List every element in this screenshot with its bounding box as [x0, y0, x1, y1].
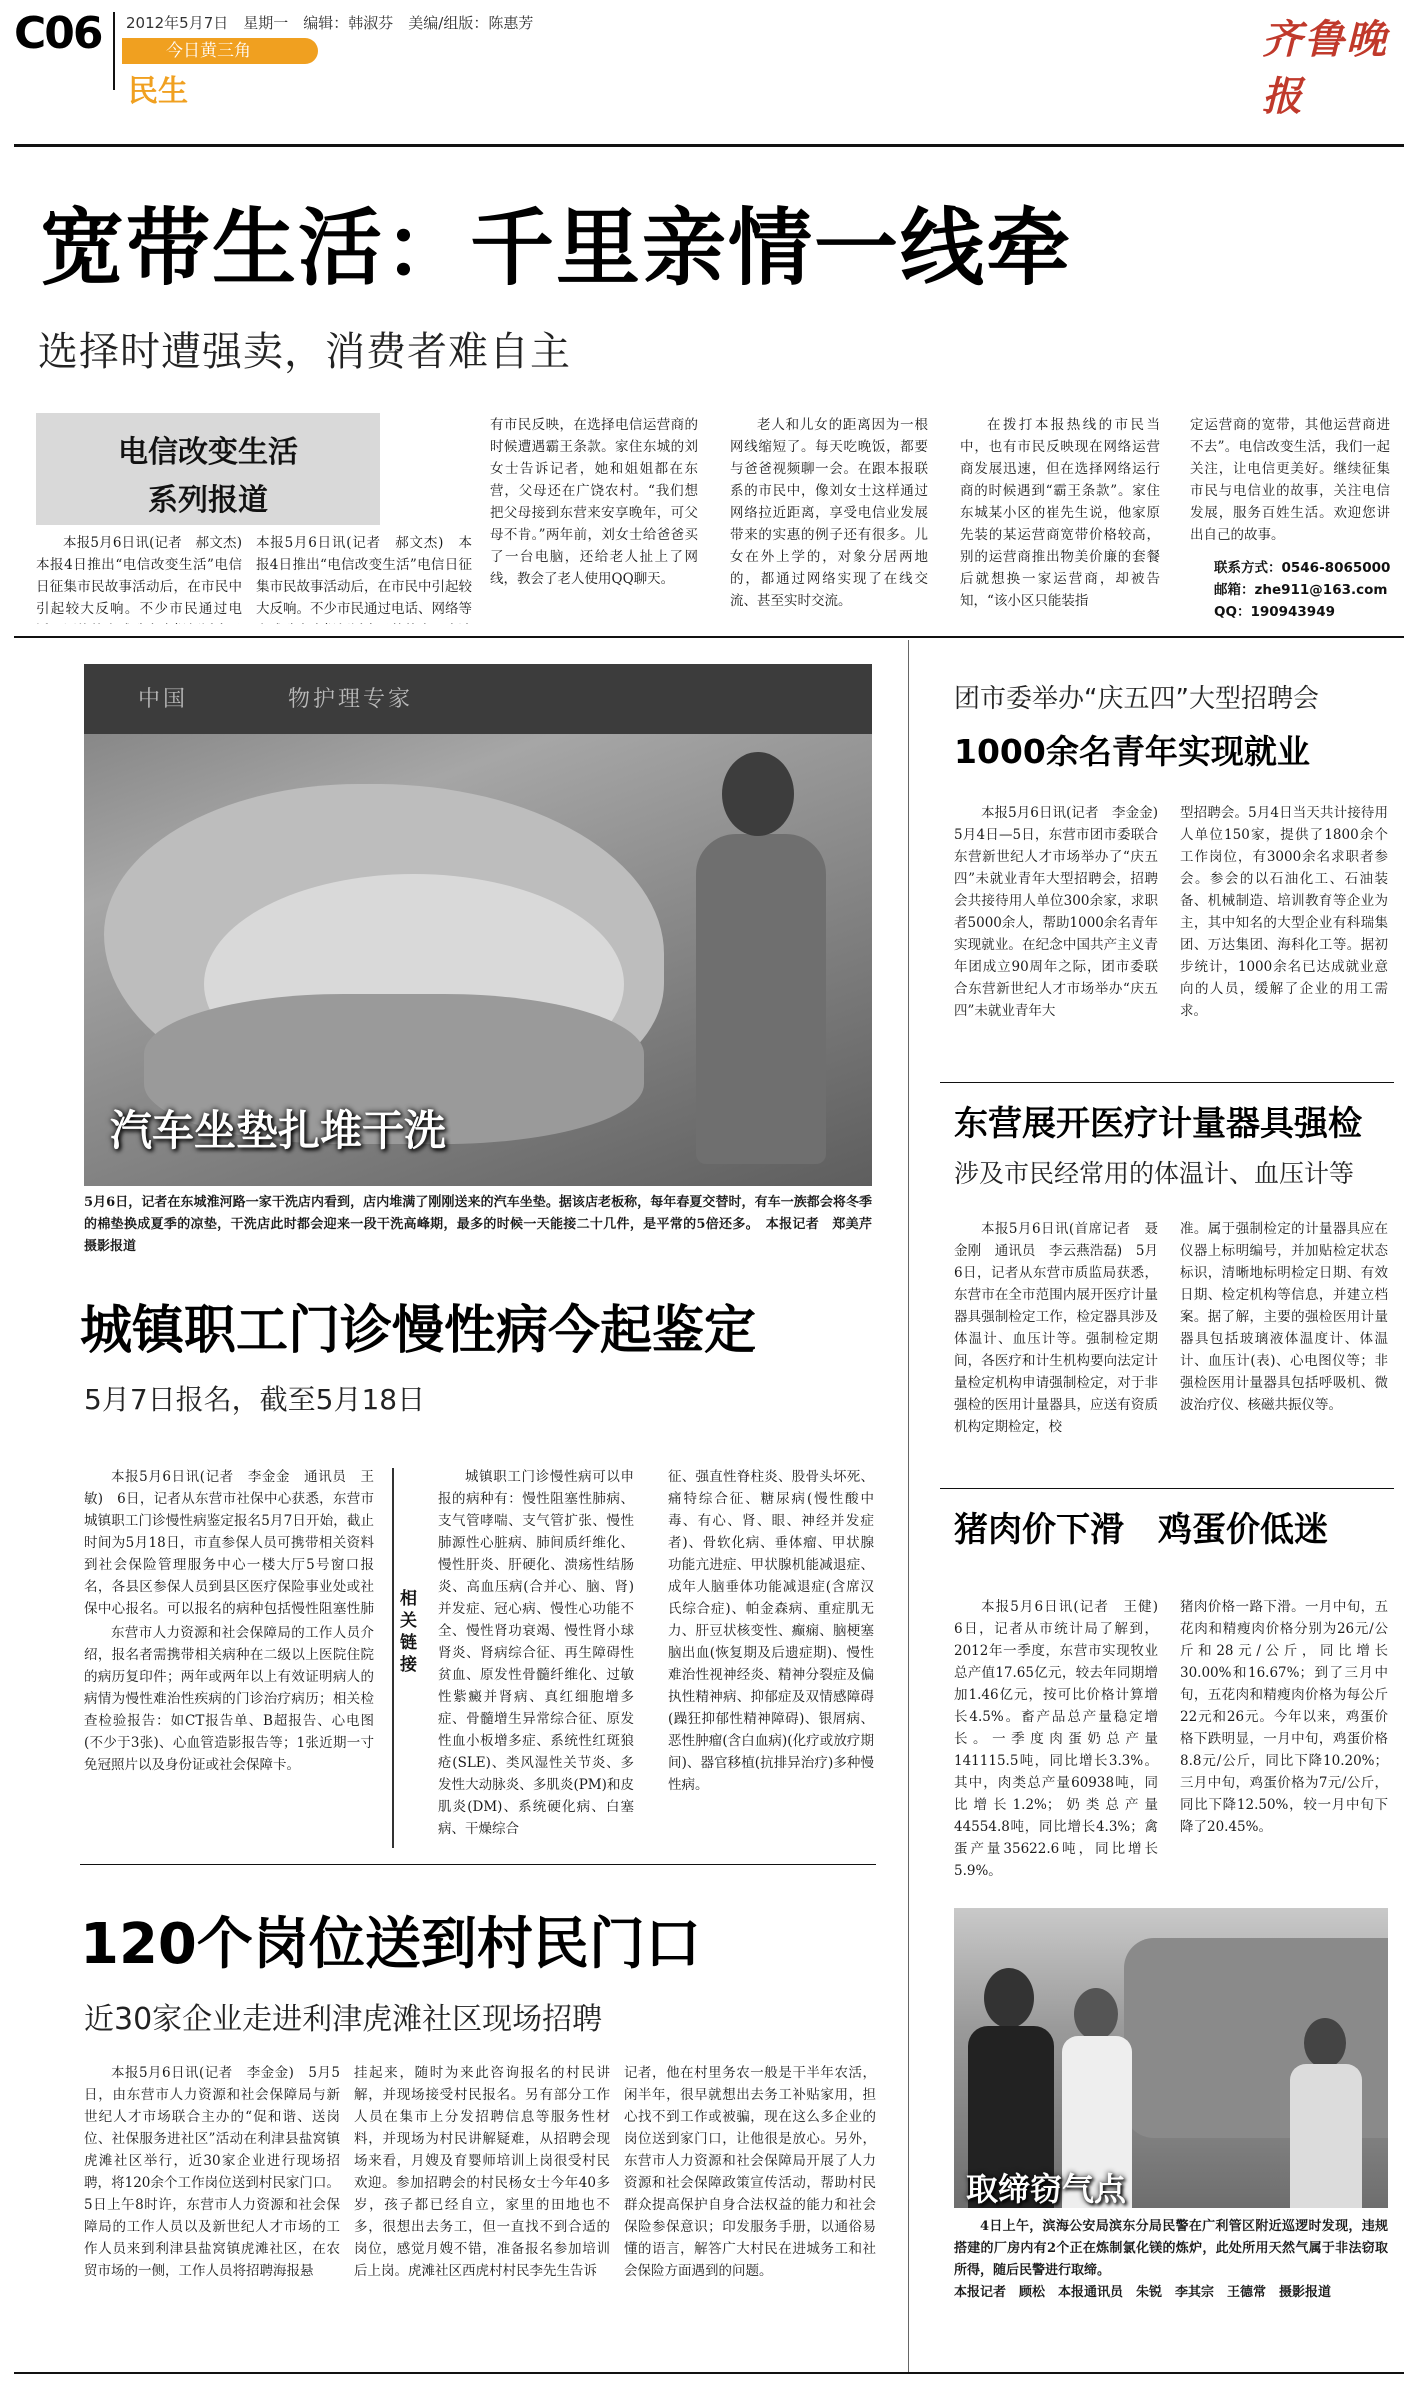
pork-col-1: 本报5月6日讯(记者 王健) 6日，记者从市统计局了解到，2012年一季度，东营市实现牧业总产值17.65亿元，较去年同期增加1.46亿元，按可比价格计算增长4.5%。畜产品总产量稳定增长。一季度肉蛋奶总产量141115.5吨，同比增长3.3%。其中，肉类总产量60938吨，同比增长1.2%；奶类总产量44554.8吨，同比增长4.3%；禽蛋产量35622.6吨，同比增长5.9%。: [954, 1599, 1158, 1879]
photo2-caption: 4日上午，滨海公安局滨东分局民警在广利管区附近巡逻时发现，违规搭建的厂房内有2个正在炼制氯化镁的炼炉，此处所用天然气属于非法窃取所得，随后民警进行取缔。: [954, 2219, 1388, 2278]
lead-col-5: 定运营商的宽带，其他运营商进不去”。电信改变生活，我们一起关注，让电信更美好。继续征集市民与电信业的故事，关注电信发展，服务百姓生活。欢迎您讲出自己的故事。: [1190, 417, 1390, 543]
medical-col-1: 本报5月6日讯(首席记者 聂金刚 通讯员 李云燕浩磊) 5月6日，记者从东营市质监局获悉，东营市在全市范围内展开医疗计量器具强制检定工作，检定器具涉及体温计、血压计等。强制检定期间，各医疗和计生机构要向法定计量检定机构申请强制检定，对于非强检的医用计量器具，应送有资质机构定期检定，校: [954, 1221, 1158, 1435]
date-line: 2012年5月7日 星期一 编辑：韩淑芬 美编/组版：陈惠芳: [126, 14, 534, 32]
youth-bottom-rule: [940, 1082, 1394, 1083]
photo2-credit: 本报记者 顾松 本报通讯员 朱锐 李其宗 王德常 摄影报道: [954, 2285, 1332, 2300]
illness-col-3: 城镇职工门诊慢性病可以申报的病种有：慢性阻塞性肺病、支气管哮喘、支气管扩张、慢性肺源性心脏病、肺间质纤维化、慢性肝炎、肝硬化、溃疡性结肠炎、高血压病(合并心、脑、肾)并发症、冠心病、慢性心功能不全、慢性肾功衰竭、慢性肾小球肾炎、肾病综合征、再生障碍性贫血、原发性骨髓纤维化、过敏性紫癜并肾病、真红细胞增多症、骨髓增生异常综合征、原发性血小板增多症、系统性红斑狼疮(SLE)、类风湿性关节炎、多发性大动脉炎、多肌炎(PM)和皮肌炎(DM)、系统硬化病、白塞病、干燥综合: [438, 1469, 634, 1837]
page-code: C06: [14, 8, 102, 59]
illness-headline: 城镇职工门诊慢性病今起鉴定: [80, 1301, 757, 1361]
photo1-caption: 5月6日，记者在东城淮河路一家干洗店内看到，店内堆满了刚刚送来的汽车坐垫。据该店老板称，每年春夏交替时，有车一族都会将冬季的棉垫换成夏季的凉垫，干洗店此时都会迎来一段干洗高峰期，最多的时候一天能接二十几件，是平常的5倍还多。 本报记者 郑美芹 摄影报道: [84, 1195, 872, 1254]
youth-headline: 1000余名青年实现就业: [954, 732, 1310, 771]
medical-bottom-rule: [940, 1488, 1394, 1489]
series-box-line2: 系列报道: [148, 483, 268, 518]
lead-col-1: 本报5月6日讯(记者 郝文杰) 本报4日推出“电信改变生活”电信日征集市民故事活动后，在市民中引起较大反响。不少市民通过电: [36, 535, 242, 617]
series-box: [36, 413, 380, 525]
youth-col-2: 型招聘会。5月4日当天共计接待用人单位150家，提供了1800余个工作岗位，有3000余名求职者参会。参会的以石油化工、石油装备、机械制造、培训教育等企业为主，其中知名的大型企业有科瑞集团、万达集团、海科化工等。据初步统计，1000余名已达成就业意向的人员，缓解了企业的用工需求。: [1180, 805, 1388, 1019]
section-tag: 今日黄三角: [122, 38, 318, 64]
photo1-overlay-title: 汽车坐垫扎堆干洗: [110, 1106, 447, 1155]
jobs-subheadline: 近30家企业走进利津虎滩社区现场招聘: [84, 2002, 603, 2037]
illness-bottom-rule: [80, 1864, 876, 1865]
illness-col-4: 征、强直性脊柱炎、股骨头坏死、痛特综合征、糖尿病(慢性酸中毒、有心、肾、眼、神经并发症者)、骨软化病、垂体瘤、甲状腺功能亢进症、甲状腺机能减退症、成年人脑垂体功能减退症(含席汉氏综合症)、帕金森病、重症肌无力、肝豆状核变性、癫痫、脑梗塞脑出血(恢复期及后遗症期)、慢性难治性视神经炎、精神分裂症及偏执性精神病、抑郁症及双情感障碍(躁狂抑郁性精神障碍)、银屑病、恶性肿瘤(含白血病)(化疗或放疗期间)、器官移植(抗排异治疗)多种慢性病。: [668, 1469, 874, 1793]
photo-backdrop-sign: 中国 物护理专家: [138, 687, 414, 712]
youth-col-1: 本报5月6日讯(记者 李金金) 5月4日—5日，东营市团市委联合东营新世纪人才市场举办了“庆五四”未就业青年大型招聘会，招聘会共接待用人单位300余家，求职者5000余人，帮助1000余名青年实现就业。在纪念中国共产主义青年团成立90周年之际，团市委联合东营新世纪人才市场举办“庆五四”未就业青年大: [954, 805, 1158, 1019]
lead-col-2: 有市民反映，在选择电信运营商的时候遭遇霸王条款。家住东城的刘女士告诉记者，她和姐姐都在东营，父母还在广饶农村。“我们想把父母接到东营来安享晚年，可父母不肯。”两年前，刘女士给爸爸买了一台电脑，还给老人扯上了网线，教会了老人使用QQ聊天。: [490, 417, 698, 587]
lead-col-3: 老人和儿女的距离因为一根网线缩短了。每天吃晚饭，都要与爸爸视频聊一会。在跟本报联系的市民中，像刘女士这样通过网络拉近距离，享受电信业发展带来的实惠的例子还有很多。儿女在外上学的，对象分居两地的，都通过网络实现了在线交流、甚至实时交流。: [730, 417, 928, 609]
lead-col-1b: 本报5月6日讯(记者 郝文杰) 本报4日推出“电信改变生活”电信日征集市民故事活动后，在市民中引起较大反响。不少市民通过电话、网络等: [256, 535, 472, 617]
medical-headline: 东营展开医疗计量器具强检: [954, 1104, 1362, 1144]
contact-email: 邮箱：zhe911@163.com: [1214, 582, 1388, 598]
related-links-label: 相关链接: [400, 1589, 417, 1675]
jobs-col-3: 记者，他在村里务农一般是干半年农活，闲半年，很早就想出去务工补贴家用，担心找不到工作或被骗，现在这么多企业的岗位送到家门口，让他很是放心。另外，东营市人力资源和社会保障局开展了人力资源和社会保障政策宣传活动，帮助村民群众提高保护自身合法权益的能力和社会保险参保意识；印发服务手册，以通俗易懂的语言，解答广大村民在进城务工和社会保险方面遇到的问题。: [624, 2065, 876, 2279]
photo-car-seat-cushions: [84, 664, 872, 1186]
lead-subheadline: 选择时遭强卖，消费者难自主: [38, 329, 571, 375]
section-name: 民生: [128, 74, 188, 109]
photo2-overlay-title: 取缔窃气点: [966, 2170, 1127, 2208]
medical-subheadline: 涉及市民经常用的体温计、血压计等: [954, 1159, 1355, 1188]
jobs-col-2: 挂起来，随时为来此咨询报名的村民讲解，并现场接受村民报名。另有部分工作人员在集市上分发招聘信息等服务性材料，并现场为村民讲解疑难，从招聘会现场来看，月嫂及育婴师培训上岗很受村民欢迎。参加招聘会的村民杨女士今年40多岁，孩子都已经自立，家里的田地也不多，很想出去务工，但一直找不到合适的岗位，感觉月嫂不错，准备报名参加培训后上岗。虎滩社区西虎村村民李先生告诉: [354, 2065, 610, 2279]
contact-qq: QQ：190943949: [1214, 604, 1335, 620]
illness-subheadline: 5月7日报名，截至5月18日: [84, 1383, 426, 1416]
lead-col-4: 在拨打本报热线的市民当中，也有市民反映现在网络运营商发展迅速，但在选择网络运行商的时候遇到“霸王条款”。家住东城某小区的崔先生说，他家原先装的某运营商宽带价格较高，别的运营商推出物美价廉的套餐后就想换一家运营商，却被告知，“该小区只能装指: [960, 417, 1160, 609]
lead-bottom-rule: [14, 636, 1404, 638]
page-bottom-rule: [14, 2372, 1404, 2374]
illness-col-1: 本报5月6日讯(记者 李金金 通讯员 王敏) 6日，记者从东营市社保中心获悉，东营市城镇职工门诊慢性病鉴定报名5月7日开始，截止时间为5月18日，市直参保人员可携带相关资料到社会保险管理服务中心一楼大厅5号窗口报名，各县区参保人员到县区医疗保险事业处或社保中心报名。可以报名的病种包括慢性阻塞性肺: [84, 1469, 374, 1617]
pork-col-2: 猪肉价格一路下滑。一月中旬，五花肉和精瘦肉价格分别为26元/公斤和28元/公斤，同比增长30.00%和16.67%；到了三月中旬，五花肉和精瘦肉价格为每公斤22元和26元。今年以来，鸡蛋价格下跌明显，一月中旬，鸡蛋价格8.8元/公斤，同比下降10.20%；三月中旬，鸡蛋价格为7元/公斤，同比下降12.50%，较一月中旬下降了20.45%。: [1180, 1599, 1388, 1835]
header-rule: [14, 144, 1404, 147]
photo-gas-theft-raid: [954, 1908, 1388, 2208]
jobs-headline: 120个岗位送到村民门口: [80, 1912, 701, 1977]
masthead-logo: 齐鲁晚报: [1262, 16, 1388, 120]
right-column-divider: [908, 640, 909, 2372]
header-divider-vertical: [113, 12, 115, 90]
lead-headline: 宽带生活：千里亲情一线牵: [40, 199, 1073, 297]
contact-phone: 联系方式：0546-8065000: [1214, 560, 1391, 576]
series-box-line1: 电信改变生活: [118, 435, 298, 470]
illness-col-2: 东营市人力资源和社会保障局的工作人员介绍，报名者需携带相关病种在二级以上医院住院的病历复印件；两年或两年以上有效证明病人的病情为慢性难治性疾病的门诊治疗病历；相关检查检验报告：如CT报告单、B超报告、心电图(不少于3张)、心血管造影报告等；1张近期一寸免冠照片以及身份证或社会保障卡。: [84, 1625, 374, 1773]
jobs-col-1: 本报5月6日讯(记者 李金金) 5月5日，由东营市人力资源和社会保障局与新世纪人才市场联合主办的“促和谐、送岗位、社保服务进社区”活动在利津县盐窝镇虎滩社区举行，近30家企业进行现场招聘，将120余个工作岗位送到村民家门口。5日上午8时许，东营市人力资源和社会保障局的工作人员以及新世纪人才市场的工作人员来到利津县盐窝镇虎滩社区，在农贸市场的一侧，工作人员将招聘海报悬: [84, 2065, 340, 2279]
related-links-box: [392, 1468, 426, 1848]
medical-col-2: 准。属于强制检定的计量器具应在仪器上标明编号，并加贴检定状态标识，清晰地标明检定日期、有效日期、检定机构等信息，并建立档案。据了解，主要的强检医用计量器具包括玻璃液体温度计、体温计、血压计(表)、心电图仪等；非强检医用计量器具包括呼吸机、微波治疗仪、核磁共振仪等。: [1180, 1221, 1388, 1413]
pork-headline: 猪肉价下滑 鸡蛋价低迷: [954, 1510, 1328, 1550]
youth-kicker: 团市委举办“庆五四”大型招聘会: [954, 684, 1319, 714]
